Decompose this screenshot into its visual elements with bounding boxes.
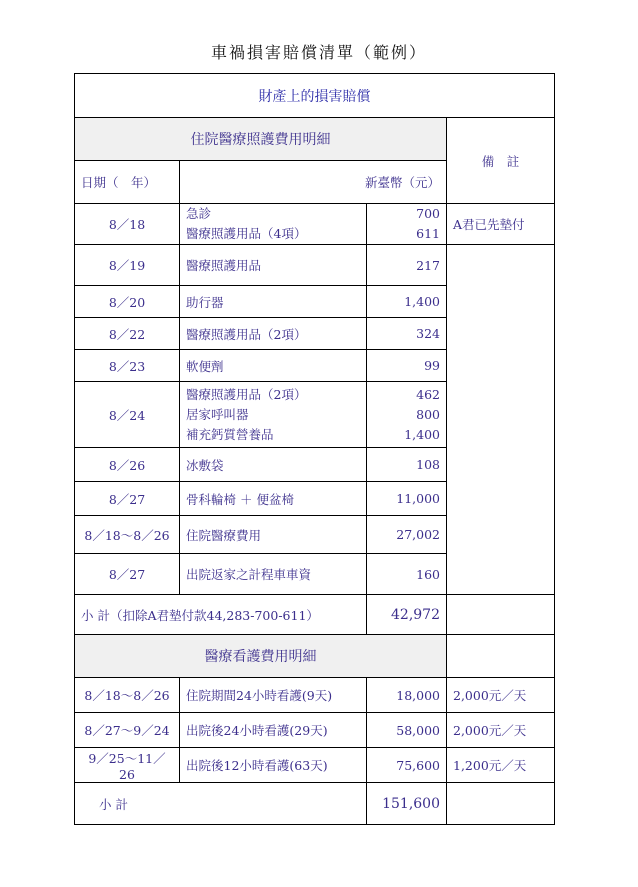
row-remark: 1,200元／天: [447, 748, 555, 783]
subtotal-label: 小 計: [75, 783, 367, 825]
subtotal-value: 42,972: [367, 595, 447, 635]
row-amount: 75,600: [367, 748, 447, 783]
row-item: 補充鈣質營養品: [186, 426, 274, 442]
row-date: 8／18: [75, 204, 180, 245]
row-date: 8／23: [75, 350, 180, 382]
row-amount: 108: [367, 448, 447, 482]
row-date: 8／26: [75, 448, 180, 482]
row-item: 住院期間24小時看護(9天): [180, 678, 367, 713]
date-column-header: 日期（ 年）: [75, 161, 180, 204]
row-date: 8／27: [75, 554, 180, 595]
row-amount: 18,000: [367, 678, 447, 713]
remark-empty: [447, 245, 555, 595]
banner: 財產上的損害賠償: [75, 74, 555, 118]
row-item: 急診: [186, 206, 212, 221]
table-row: [75, 204, 555, 245]
document-title: 車禍損害賠償清單（範例）: [210, 43, 427, 62]
row-item: 住院醫療費用: [180, 516, 367, 554]
section1-title: 住院醫療照護費用明細: [75, 118, 447, 161]
row-date: 8／19: [75, 245, 180, 286]
row-date: 8／27～9／24: [75, 713, 180, 748]
row-date: 8／22: [75, 318, 180, 350]
row-amount: 160: [367, 554, 447, 595]
row-amount: 324: [367, 318, 447, 350]
row-amount: 700: [416, 206, 440, 221]
table-row: [75, 748, 555, 783]
row-item: 醫療照護用品（2項）: [186, 386, 307, 402]
subtotal-row: [75, 595, 555, 635]
compensation-table: [74, 73, 555, 825]
subtotal-value: 151,600: [367, 783, 447, 825]
row-date: 8／18～8／26: [75, 516, 180, 554]
row-amount: 11,000: [367, 482, 447, 516]
row-amount: 1,400: [404, 426, 440, 442]
remark-empty: [447, 595, 555, 635]
row-amount: 99: [367, 350, 447, 382]
subtotal-row: [75, 783, 555, 825]
row-date: 8／27: [75, 482, 180, 516]
row-date: 8／24: [75, 382, 180, 448]
row-item: 居家呼叫器: [186, 406, 249, 422]
row-amount: 800: [416, 406, 440, 422]
table-row: [75, 678, 555, 713]
row-date: 8／20: [75, 286, 180, 318]
row-date: 8／18～8／26: [75, 678, 180, 713]
row-item: 出院後24小時看護(29天): [180, 713, 367, 748]
row-item: 軟便劑: [180, 350, 367, 382]
row-amount: 462: [416, 386, 440, 402]
remark-empty: [447, 783, 555, 825]
row-item: 醫療照護用品（2項）: [180, 318, 367, 350]
row-remark: 2,000元／天: [447, 678, 555, 713]
amount-column-header: 新臺幣（元）: [180, 161, 447, 204]
row-item: 出院返家之計程車車資: [180, 554, 367, 595]
row-item: 醫療照護用品: [180, 245, 367, 286]
row-item: 出院後12小時看護(63天): [180, 748, 367, 783]
section2-title: 醫療看護費用明細: [75, 635, 447, 678]
row-remark: 2,000元／天: [447, 713, 555, 748]
row-item: 助行器: [180, 286, 367, 318]
table-row: [75, 713, 555, 748]
row-amount: 58,000: [367, 713, 447, 748]
row-date: 9／25～11／26: [75, 748, 180, 783]
row-remark: A君已先墊付: [447, 204, 555, 245]
row-item: 醫療照護用品（4項）: [186, 226, 307, 241]
remark-header: 備 註: [447, 118, 555, 204]
row-amount: 1,400: [367, 286, 447, 318]
row-amount: 27,002: [367, 516, 447, 554]
row-amount: 611: [416, 226, 440, 241]
table-row: [75, 245, 555, 286]
row-item: 骨科輪椅 ＋ 便盆椅: [180, 482, 367, 516]
subtotal-label: 小 計（扣除A君墊付款44,283-700-611）: [75, 595, 367, 635]
row-item: 冰敷袋: [180, 448, 367, 482]
remark-empty: [447, 635, 555, 678]
row-amount: 217: [367, 245, 447, 286]
